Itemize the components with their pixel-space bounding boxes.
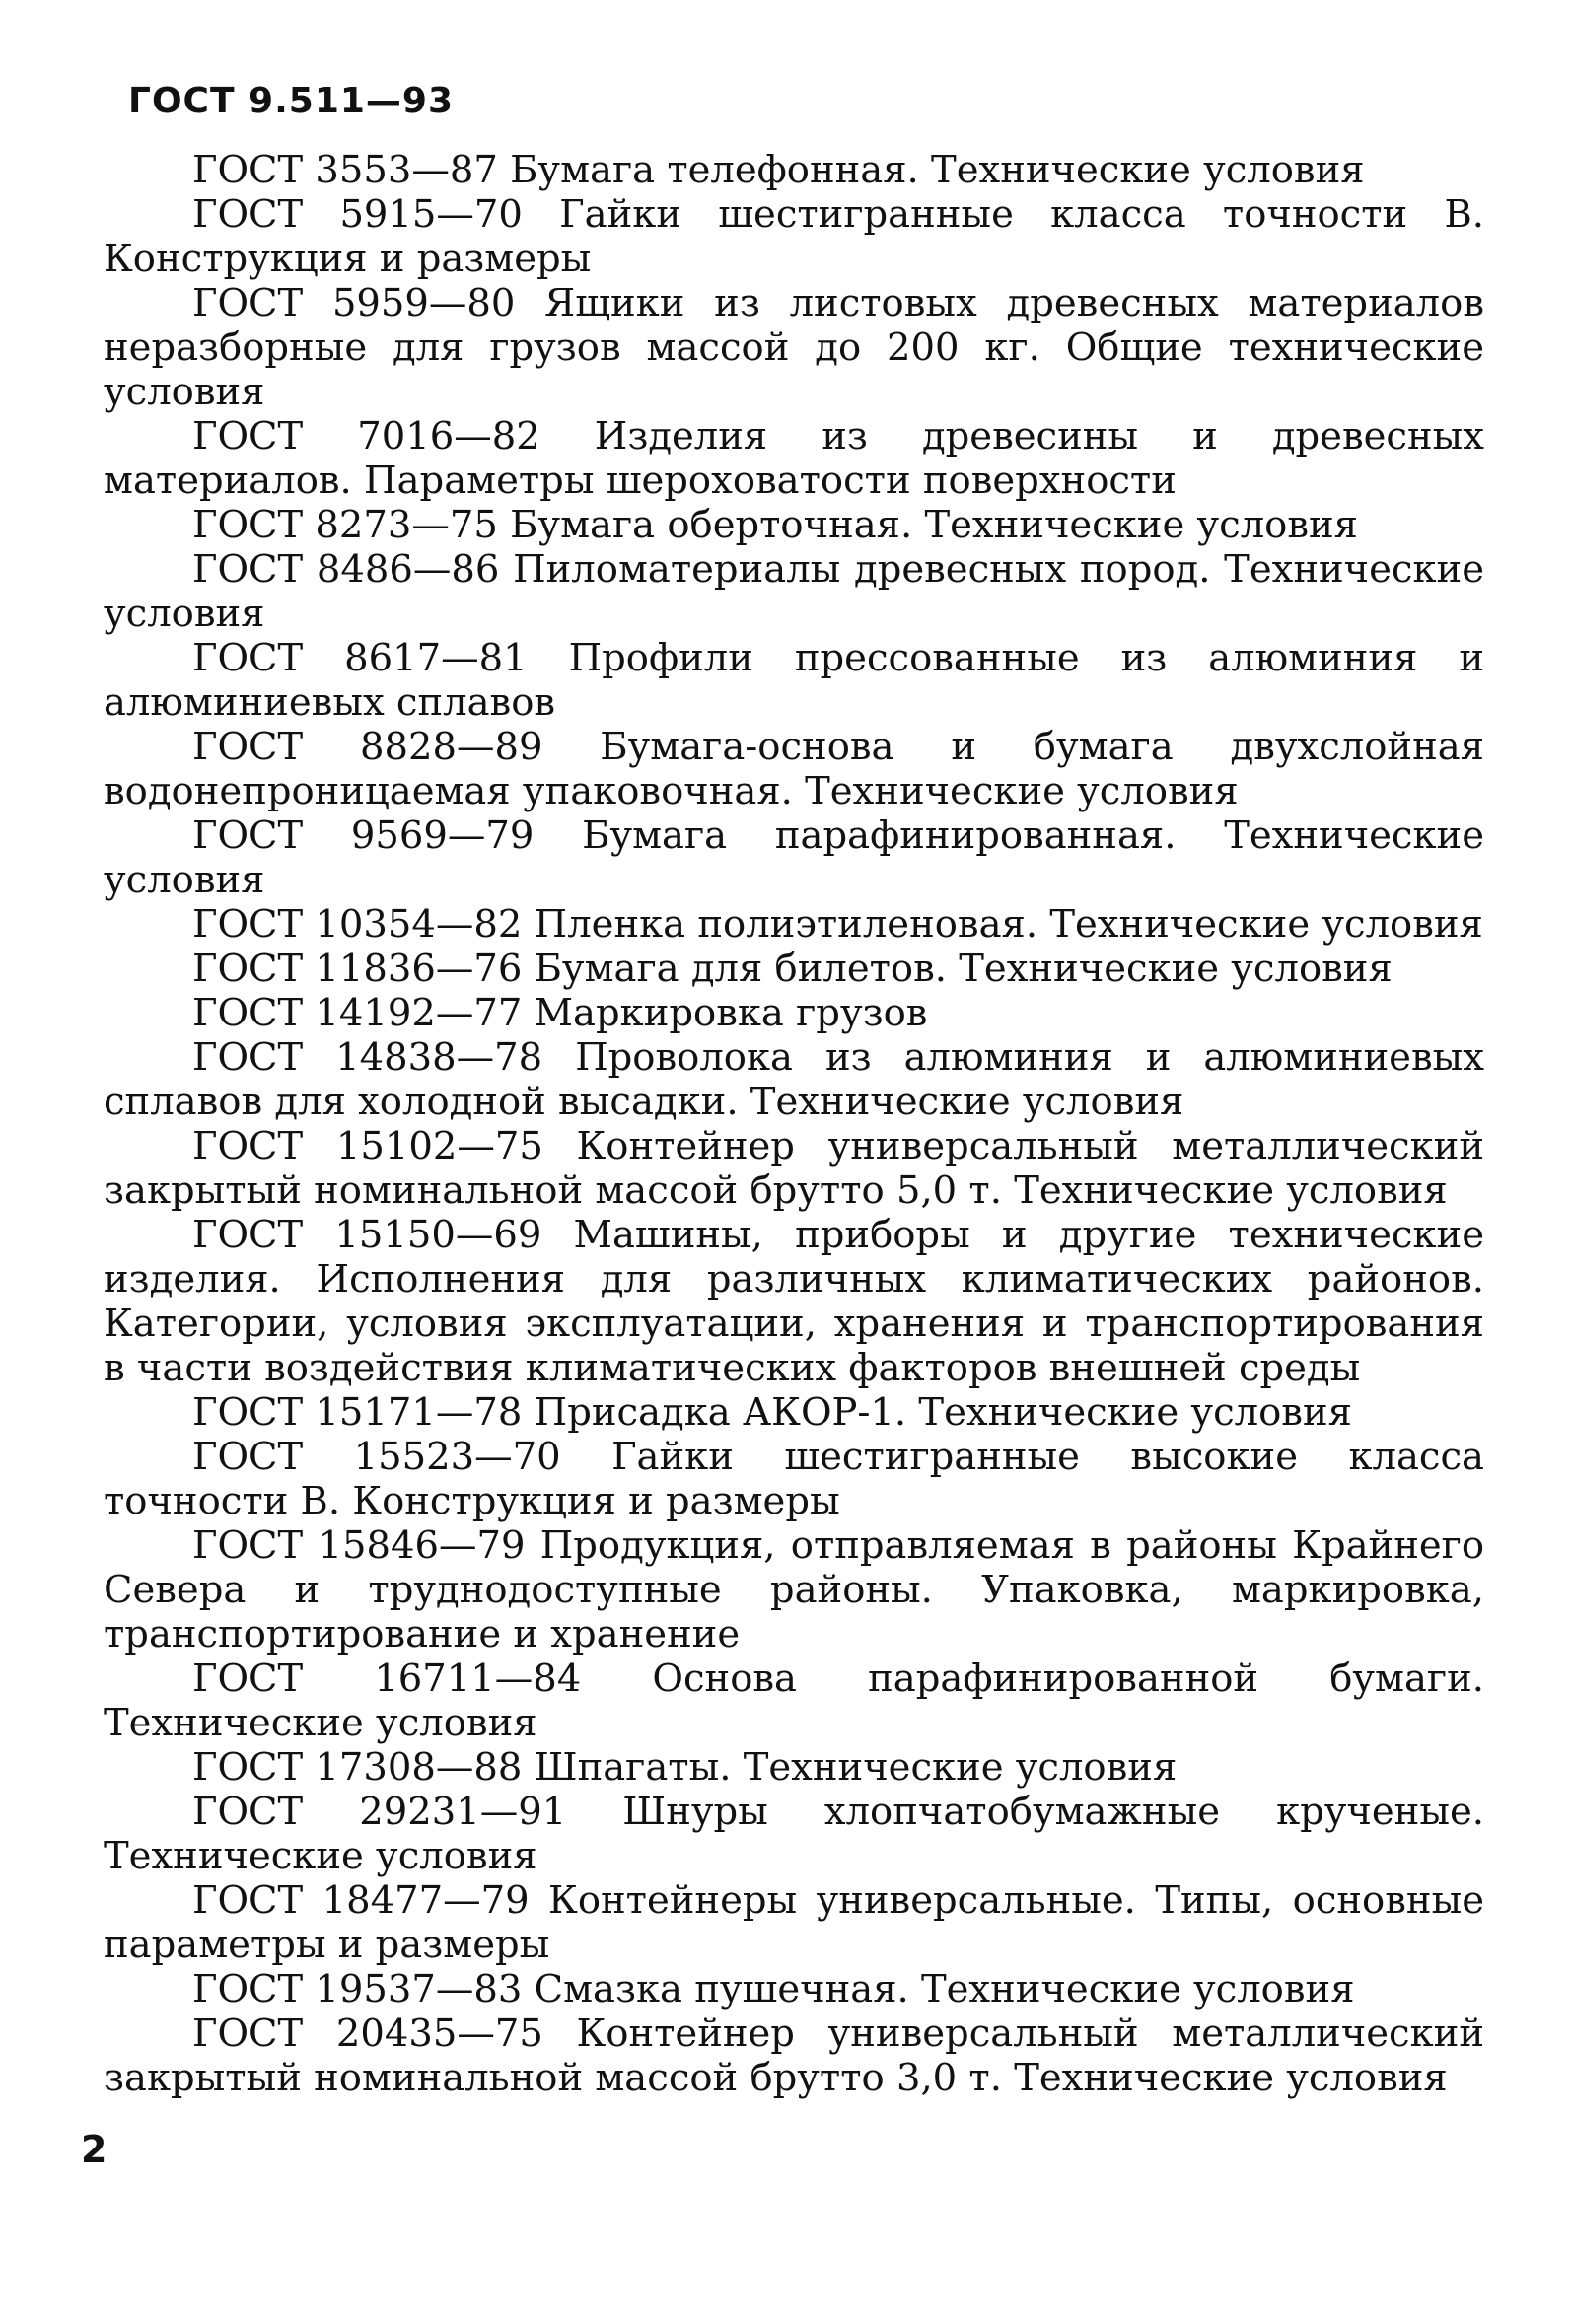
list-item: ГОСТ 5959—80 Ящики из листовых древесных материалов неразборные для грузов массой до 200 кг. Общие технические условия xyxy=(104,281,1484,414)
list-item: ГОСТ 16711—84 Основа парафинированной бумаги. Технические условия xyxy=(104,1656,1484,1745)
list-item: ГОСТ 8617—81 Профили прессованные из алюминия и алюминиевых сплавов xyxy=(104,636,1484,725)
list-item: ГОСТ 3553—87 Бумага телефонная. Технические условия xyxy=(192,148,1365,192)
list-item: ГОСТ 8828—89 Бумага-основа и бумага двухслойная водонепроницаемая упаковочная. Технические условия xyxy=(104,725,1484,813)
list-item: ГОСТ 15102—75 Контейнер универсальный металлический закрытый номинальной массой брутто 5,0 т. Технические условия xyxy=(104,1124,1484,1213)
list-item: ГОСТ 15846—79 Продукция, отправляемая в районы Крайнего Севера и труднодоступные районы. Упаковка, маркировка, транспортирование и хранение xyxy=(104,1523,1484,1656)
page-header: ГОСТ 9.511—93 xyxy=(128,81,455,121)
list-item: ГОСТ 8273—75 Бумага оберточная. Технические условия xyxy=(192,503,1358,547)
list-item: ГОСТ 15523—70 Гайки шестигранные высокие класса точности В. Конструкция и размеры xyxy=(104,1435,1484,1523)
list-item: ГОСТ 15150—69 Машины, приборы и другие технические изделия. Исполнения для различных климатических районов. Категории, условия эксплуатации, хранения и транспортирования в части воздействия климатических факторов внешней среды xyxy=(104,1213,1484,1390)
list-item: ГОСТ 9569—79 Бумага парафинированная. Технические условия xyxy=(104,813,1484,902)
list-item: ГОСТ 8486—86 Пиломатериалы древесных пород. Технические условия xyxy=(104,547,1484,636)
list-item: ГОСТ 14192—77 Маркировка грузов xyxy=(192,991,928,1035)
list-item: ГОСТ 18477—79 Контейнеры универсальные. Типы, основные параметры и размеры xyxy=(104,1878,1484,1967)
standards-list xyxy=(104,148,1484,2100)
list-item: ГОСТ 20435—75 Контейнер универсальный металлический закрытый номинальной массой брутто 3,0 т. Технические условия xyxy=(104,2011,1484,2100)
list-item: ГОСТ 19537—83 Смазка пушечная. Технические условия xyxy=(192,1967,1355,2011)
list-item: ГОСТ 10354—82 Пленка полиэтиленовая. Технические условия xyxy=(192,902,1483,947)
list-item: ГОСТ 11836—76 Бумага для билетов. Технические условия xyxy=(192,947,1393,991)
list-item: ГОСТ 29231—91 Шнуры хлопчатобумажные крученые. Технические условия xyxy=(104,1790,1484,1878)
list-item: ГОСТ 17308—88 Шпагаты. Технические условия xyxy=(192,1745,1178,1790)
list-item: ГОСТ 7016—82 Изделия из древесины и древесных материалов. Параметры шероховатости поверхности xyxy=(104,414,1484,503)
list-item: ГОСТ 14838—78 Проволока из алюминия и алюминиевых сплавов для холодной высадки. Технические условия xyxy=(104,1035,1484,1124)
page-number: 2 xyxy=(81,2128,107,2171)
list-item: ГОСТ 5915—70 Гайки шестигранные класса точности В. Конструкция и размеры xyxy=(104,192,1484,281)
list-item: ГОСТ 15171—78 Присадка АКОР-1. Технические условия xyxy=(192,1390,1352,1435)
